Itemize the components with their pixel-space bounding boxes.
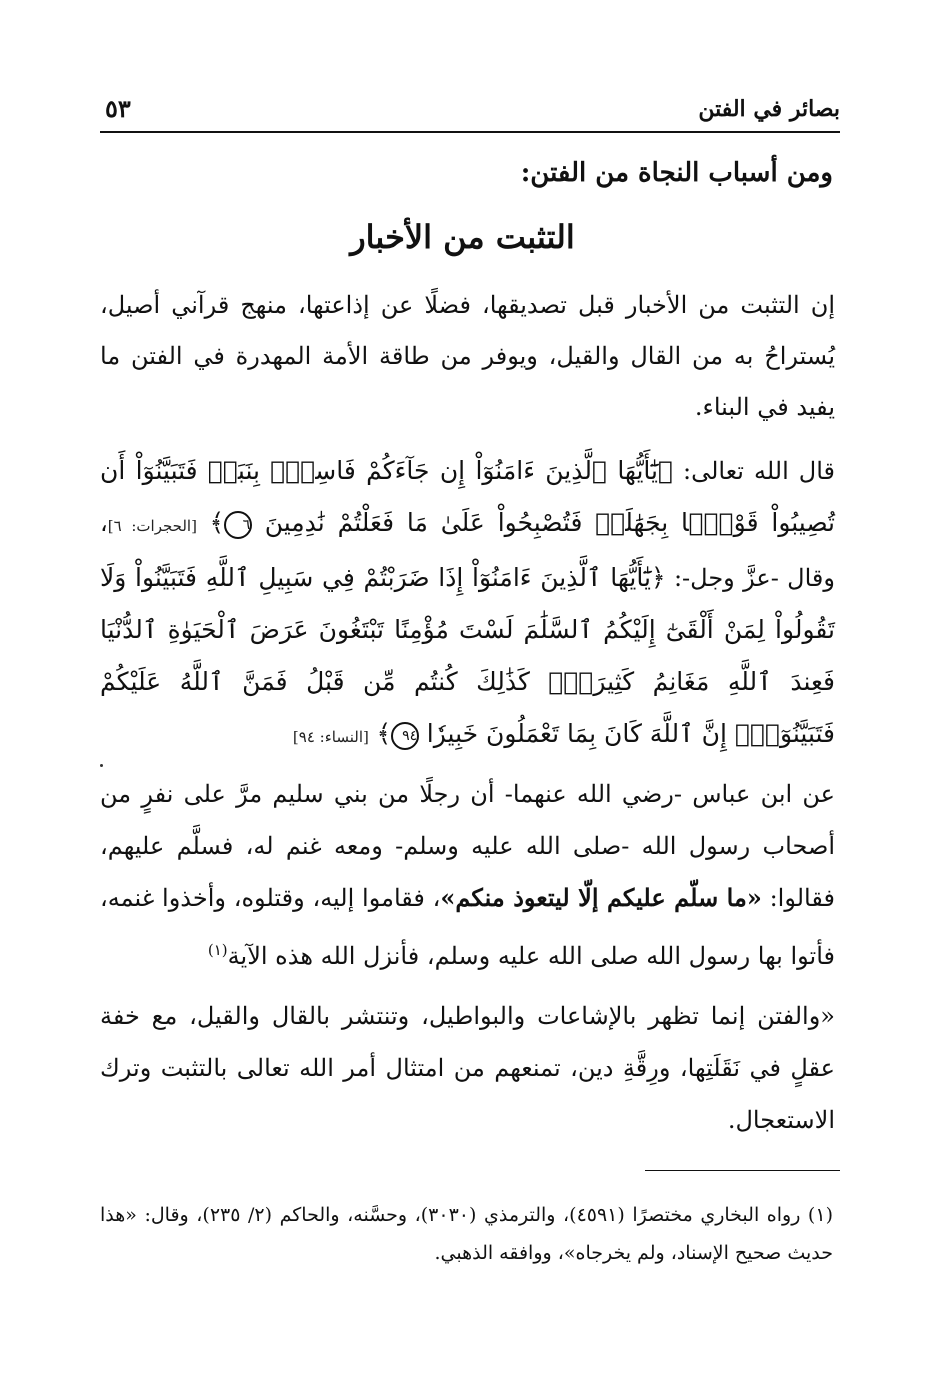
hadith-text: ، فقاموا إليه، وقتلوه، وأخذوا غنمه، فأتوا بها رسول الله صلى الله عليه وسلم، فأنزل الله هذه الآية [100, 884, 835, 970]
footnote-marker: (١) [207, 941, 228, 959]
paragraph-verses [100, 445, 835, 763]
header-rule [100, 131, 840, 133]
section-intro: ومن أسباب النجاة من الفتن: [520, 158, 833, 188]
verse-number-mark: ٩٤ [391, 722, 419, 750]
hadith-text: عن ابن عباس -رضي الله عنهما- أن رجلًا من بني سليم مرَّ على نفرٍ من أصحاب رسول الله -صلى الله عليه وسلم- ومعه غنم له، فسلَّم عليهم، فقالوا: [100, 780, 835, 912]
paragraph-hadith [100, 768, 835, 982]
running-head-title: بصائر في الفتن [698, 96, 840, 122]
paragraph-quote: «والفتن إنما تظهر بالإشاعات والبواطيل، وتنتشر بالقال والقيل، مع خفة عقلٍ في نَقَلَتِها، ورِقَّةِ دين، تمنعهم من امتثال أمر الله تعالى بالتثبت وترك الاستعجال. [100, 1002, 835, 1134]
verse-lead: قال الله تعالى: [673, 457, 835, 485]
paragraph-intro: إن التثبت من الأخبار قبل تصديقها، فضلًا عن إذاعتها، منهج قرآني أصيل، يُستراحُ به من القال والقيل، ويوفر من طاقة الأمة المهدرة في الفتن ما يفيد في البناء. [100, 291, 835, 421]
print-speck [100, 764, 103, 767]
running-head [105, 96, 840, 130]
quran-verse-nisa: ﴿يَٰٓأَيُّهَا ٱلَّذِينَ ءَامَنُوٓاْ إِذَا ضَرَبْتُمْ فِي سَبِيلِ ٱللَّهِ فَتَبَيَّنُواْ وَلَا تَقُولُواْ لِمَنْ أَلْقَىٰٓ إِلَيْكُمُ ٱلسَّلَٰمَ لَسْتَ مُؤْمِنًا تَبْتَغُونَ عَرَضَ ٱلْحَيَوٰةِ ٱلدُّنْيَا فَعِندَ ٱللَّهِ مَغَانِمُ كَثِيرَةٞۚ كَذَٰلِكَ كُنتُم مِّن قَبْلُ فَمَنَّ ٱللَّهُ عَلَيْكُمْ فَتَبَيَّنُوٓاْۚ إِنَّ ٱللَّهَ كَانَ بِمَا تَعْمَلُونَ خَبِيرٗا [100, 563, 835, 748]
page-number: ٥٣ [105, 94, 131, 123]
quran-verse-hujurat: ﴿يَٰٓأَيُّهَا ٱلَّذِينَ ءَامَنُوٓاْ إِن جَآءَكُمْ فَاسِقُۢ بِنَبَإٖ فَتَبَيَّنُوٓاْ أَن تُصِيبُواْ قَوْمًۢا بِجَهَٰلَةٖ فَتُصْبِحُواْ عَلَىٰ مَا فَعَلْتُمْ نَٰدِمِينَ [100, 456, 835, 537]
footnote: (١) رواه البخاري مختصرًا (٤٥٩١)، والترمذي (٣٠٣٠)، وحسَّنه، والحاكم (٢/ ٢٣٥)، وقال: «هذا حديث صحيح الإسناد، ولم يخرجاه»، ووافقه الذهبي. [100, 1204, 833, 1264]
section-heading: التثبت من الأخبار [350, 218, 575, 256]
hadith-quote: «ما سلّم عليكم إلّا ليتعوذ منكم» [440, 883, 762, 912]
verse-close-bracket: ﴾ [376, 719, 392, 748]
verse-reference: [الحجرات: ٦] [107, 517, 197, 535]
verse-close-bracket: ﴾ [209, 508, 225, 537]
verse-connector: ، وقال -عزَّ وجل-: [100, 509, 835, 592]
verse-number-mark: ٦ [224, 511, 252, 539]
verse-reference: [النساء: ٩٤] [292, 728, 369, 746]
footnote-rule [645, 1170, 840, 1171]
